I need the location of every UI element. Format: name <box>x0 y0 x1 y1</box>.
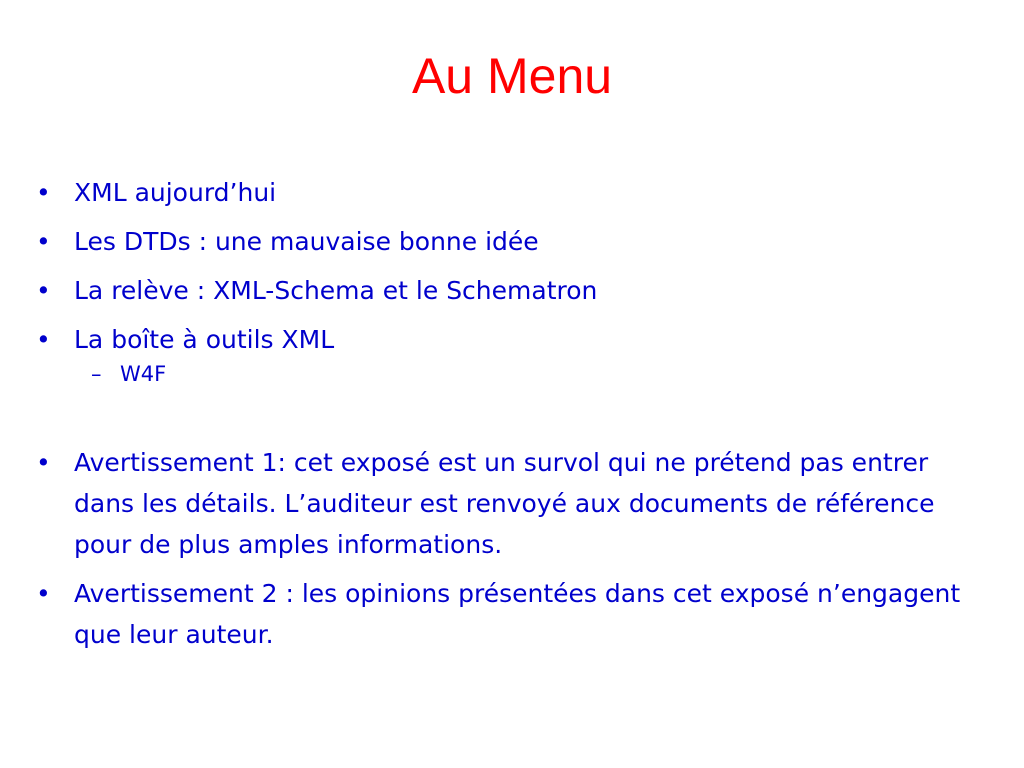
bullet-icon: • <box>36 325 51 354</box>
list-item-text: XML aujourd’hui <box>74 178 277 207</box>
warning-text: Avertissement 2 : les opinions présentées dans cet exposé n’engagent que leur auteur. <box>74 579 961 649</box>
list-item <box>36 172 996 213</box>
list-item <box>36 221 996 262</box>
warning-item <box>36 442 996 565</box>
list-item-text: La relève : XML-Schema et le Schematron <box>74 276 598 305</box>
slide-title: Au Menu <box>411 48 613 104</box>
bullet-icon: • <box>36 448 51 477</box>
warning-item <box>36 573 996 655</box>
bullet-icon: • <box>36 579 51 608</box>
list-item <box>36 319 996 360</box>
sub-list-item <box>36 360 996 388</box>
list-item-text: Les DTDs : une mauvaise bonne idée <box>74 227 539 256</box>
list-item-text: La boîte à outils XML <box>74 325 335 354</box>
list-item <box>36 270 996 311</box>
bullet-icon: • <box>36 276 51 305</box>
bullet-icon: • <box>36 178 51 207</box>
sub-list-item-text: W4F <box>120 362 167 386</box>
dash-icon: – <box>91 362 102 386</box>
slide-body <box>36 172 996 663</box>
warning-text: Avertissement 1: cet exposé est un survol qui ne prétend pas entrer dans les détails. L’auditeur est renvoyé aux documents de référence pour de plus amples informations. <box>74 448 935 559</box>
bullet-icon: • <box>36 227 51 256</box>
